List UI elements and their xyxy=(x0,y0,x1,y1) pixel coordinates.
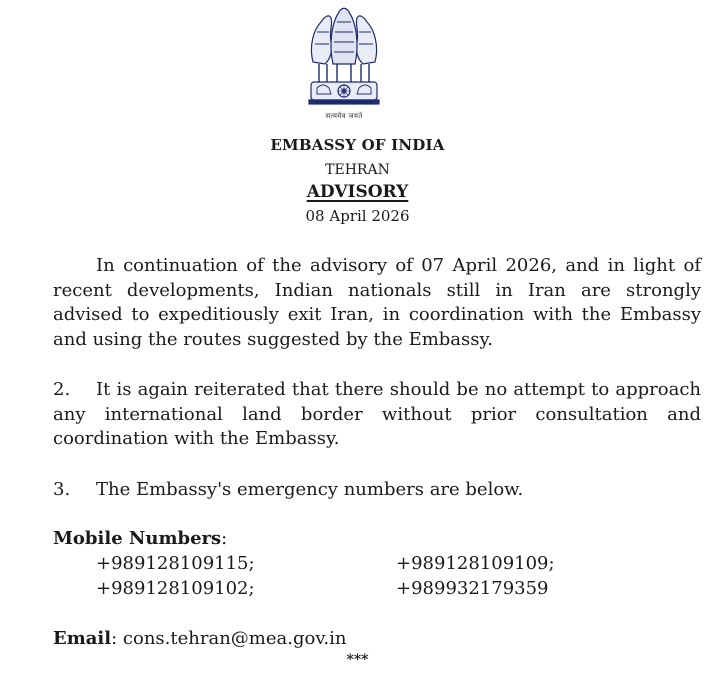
email-label: Email xyxy=(53,628,112,649)
document-title xyxy=(0,182,715,202)
phone-number[interactable]: +989128109109; xyxy=(396,553,555,574)
paragraph-2 xyxy=(53,378,701,452)
phone-number[interactable]: +989128109115; xyxy=(96,553,255,574)
phone-number[interactable]: +989932179359 xyxy=(396,578,549,599)
phone-number[interactable]: +989128109102; xyxy=(96,578,255,599)
embassy-name: EMBASSY OF INDIA xyxy=(270,136,445,154)
email-line xyxy=(53,628,346,649)
paragraph-1: In continuation of the advisory of 07 April 2026, and in light of recent developments, Indian nationals still in Iran are strongly advised to expeditiously exit Iran, in coordination with the Embassy and using the routes suggested by the Embassy. xyxy=(53,255,701,350)
city-name: TEHRAN xyxy=(325,162,390,178)
email-address-link[interactable]: cons.tehran@mea.gov.in xyxy=(122,628,347,649)
paragraph-number: 3. xyxy=(53,479,71,500)
mobile-label: Mobile Numbers xyxy=(53,528,222,549)
emblem-motto: सत्यमेव जयते xyxy=(325,112,363,120)
paragraph-3-text: The Embassy's emergency numbers are below. xyxy=(96,479,524,500)
paragraph-number: 2. xyxy=(53,379,71,400)
title-text: ADVISORY xyxy=(306,182,409,202)
document-date: 08 April 2026 xyxy=(305,207,410,225)
paragraph-3 xyxy=(53,478,701,503)
national-emblem xyxy=(303,2,385,120)
email-colon: : xyxy=(111,628,118,649)
mobile-colon: : xyxy=(221,528,228,549)
mobile-numbers-heading xyxy=(53,528,227,549)
paragraph-2-text: It is again reiterated that there should be no attempt to approach any international land border without prior consultation and coordination with the Embassy. xyxy=(53,379,701,449)
lion-capital-emblem-icon xyxy=(303,2,385,112)
end-marker: *** xyxy=(346,652,369,668)
